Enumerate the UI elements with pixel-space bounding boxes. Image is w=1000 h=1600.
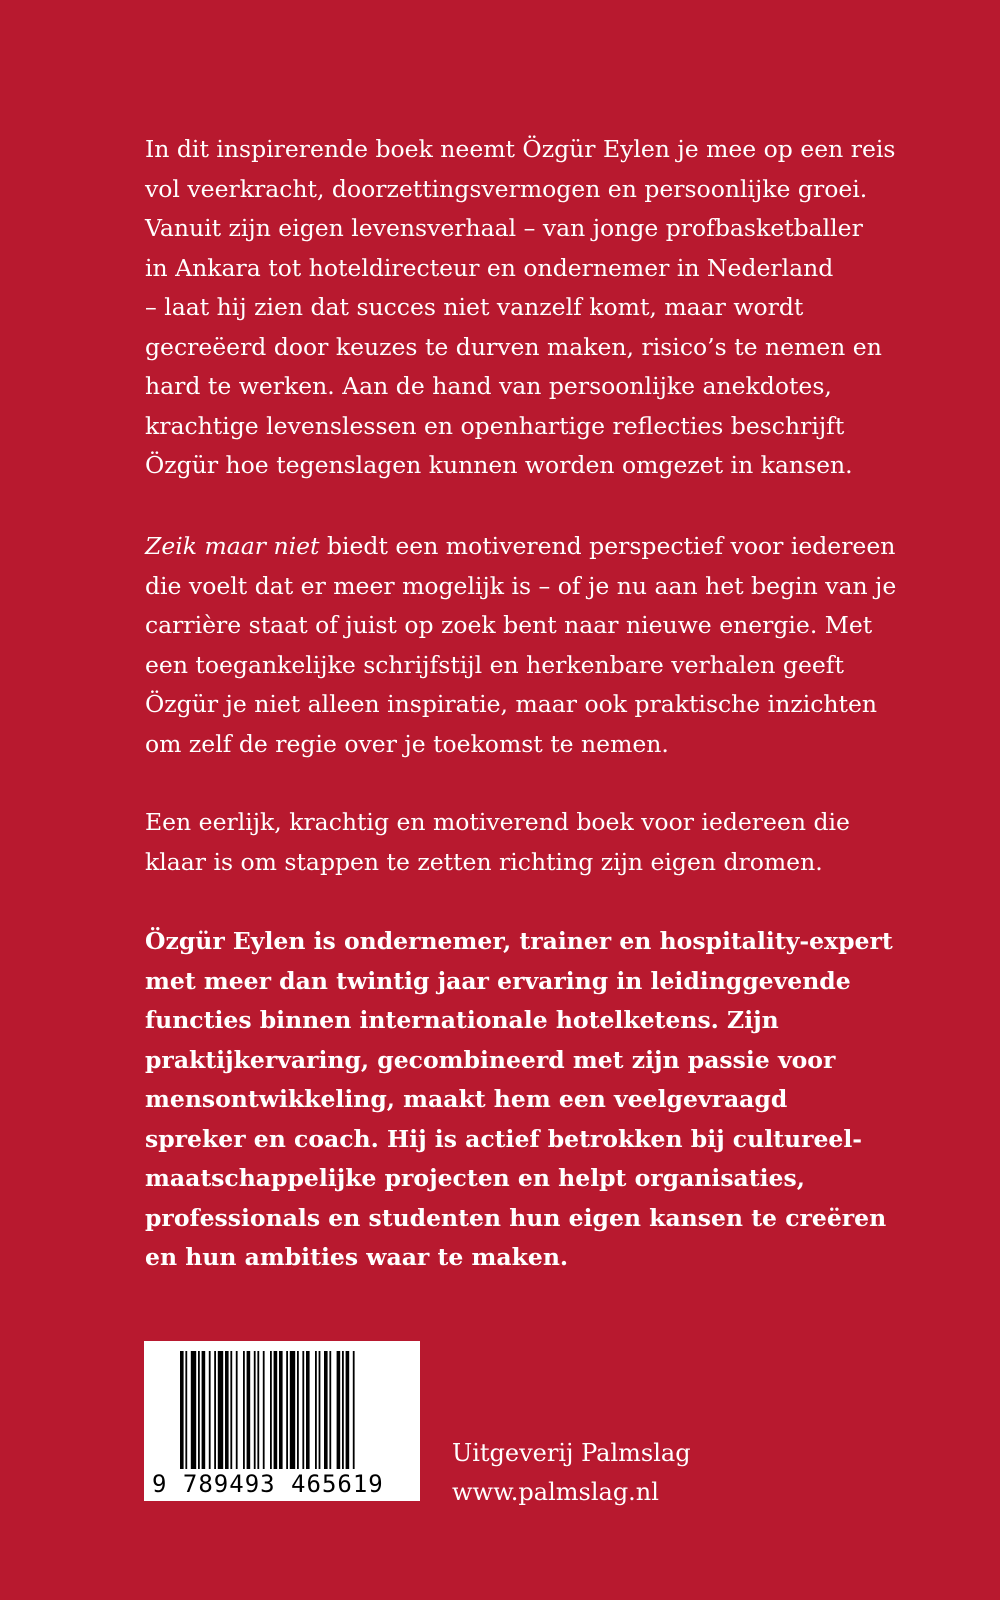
publisher-name: Uitgeverij Palmslag (452, 1439, 691, 1467)
description-paragraph-3 (145, 803, 925, 882)
book-title-italic: Zeik maar niet (145, 532, 320, 560)
text-line: praktijkervaring, gecombineerd met zijn passie voor (145, 1045, 836, 1074)
barcode-bar (243, 1351, 245, 1469)
text-line: Vanuit zijn eigen levensverhaal – van jonge profbasketballer (145, 214, 863, 242)
author-bio (145, 922, 925, 1278)
publisher-website: www.palmslag.nl (452, 1478, 659, 1506)
text-line: in Ankara tot hoteldirecteur en ondernemer in Nederland (145, 253, 834, 282)
barcode-bar (247, 1351, 251, 1469)
description-paragraph-1 (145, 130, 925, 486)
barcode-bar (279, 1351, 283, 1469)
text-line: functies binnen internationale hotelketens. Zijn (145, 1006, 779, 1034)
text-line: vol veerkracht, doorzettingsvermogen en persoonlijke groei. (145, 174, 868, 203)
barcode-bar (329, 1351, 331, 1469)
text-line: krachtige levenslessen en openhartige reflecties beschrijft (145, 411, 845, 440)
text-line: klaar is om stappen te zetten richting zijn eigen dromen. (145, 847, 823, 876)
barcode-bar (302, 1351, 304, 1469)
barcode-bar (286, 1351, 288, 1469)
barcode-bar (337, 1351, 341, 1469)
barcode-bar (270, 1351, 272, 1469)
barcode-bar (324, 1351, 328, 1469)
barcode-bar (342, 1351, 344, 1469)
isbn-number: 9 789493 465619 (152, 1470, 384, 1498)
barcode-bar (315, 1351, 317, 1469)
text-line: Een eerlijk, krachtig en motiverend boek voor iedereen die (145, 808, 850, 836)
barcode-bar (236, 1351, 238, 1469)
text-line: maatschappelijke projecten en helpt organisaties, (145, 1164, 805, 1192)
text-line: die voelt dat er meer mogelijk is – of je nu aan het begin van je (145, 571, 897, 600)
text-line: gecreëerd door keuzes te durven maken, risico’s te nemen en (145, 332, 882, 361)
text-line: – laat hij zien dat succes niet vanzelf komt, maar wordt (145, 293, 804, 321)
text-line: Özgür je niet alleen inspiratie, maar ook praktische inzichten (145, 690, 878, 718)
text-line: en hun ambities waar te maken. (145, 1243, 569, 1271)
barcode-bar (225, 1351, 229, 1469)
isbn-barcode (144, 1341, 420, 1501)
text-line: om zelf de regie over je toekomst te nemen. (145, 729, 669, 758)
text-line: met meer dan twintig jaar ervaring in leidinggevende (145, 966, 851, 995)
text-fragment: biedt een motiverend perspectief voor iedereen (319, 532, 896, 560)
text-line (145, 527, 925, 567)
barcode-bar (346, 1351, 350, 1469)
barcode-bar (263, 1351, 265, 1469)
text-line: hard te werken. Aan de hand van persoonlijke anekdotes, (145, 372, 832, 400)
barcode-bar (306, 1351, 310, 1469)
barcode-bar (290, 1351, 295, 1469)
text-line: carrière staat of juist op zoek bent naar nieuwe energie. Met (145, 611, 873, 639)
text-line: spreker en coach. Hij is actief betrokken bij cultureel- (145, 1124, 863, 1153)
barcode-bar (353, 1351, 355, 1469)
text-line: een toegankelijke schrijfstijl en herkenbare verhalen geeft (145, 650, 844, 679)
barcode-bar (185, 1351, 187, 1469)
barcode-bar (230, 1351, 232, 1469)
barcode-bar (209, 1351, 211, 1469)
description-paragraph-2 (145, 527, 925, 764)
text-line: Özgür hoe tegenslagen kunnen worden omgezet in kansen. (145, 451, 853, 479)
text-line: professionals en studenten hun eigen kansen te creëren (145, 1203, 887, 1232)
barcode-bar (297, 1351, 299, 1469)
text-line: Özgür Eylen is ondernemer, trainer en hospitality-expert (145, 927, 893, 955)
barcode-bar (198, 1351, 200, 1469)
barcode-bar (254, 1351, 256, 1469)
barcode-bar (180, 1351, 184, 1469)
barcode-bar (274, 1351, 278, 1469)
barcode-bar (218, 1351, 223, 1469)
barcode-bar (202, 1351, 206, 1469)
barcode-bar (191, 1351, 196, 1469)
barcode-bar (257, 1351, 259, 1469)
barcode-bar (214, 1351, 216, 1469)
publisher-info (452, 1434, 691, 1512)
barcode-bar (319, 1351, 321, 1469)
text-line: In dit inspirerende boek neemt Özgür Eylen je mee op een reis (145, 135, 896, 163)
text-line: mensontwikkeling, maakt hem een veelgevraagd (145, 1085, 788, 1113)
